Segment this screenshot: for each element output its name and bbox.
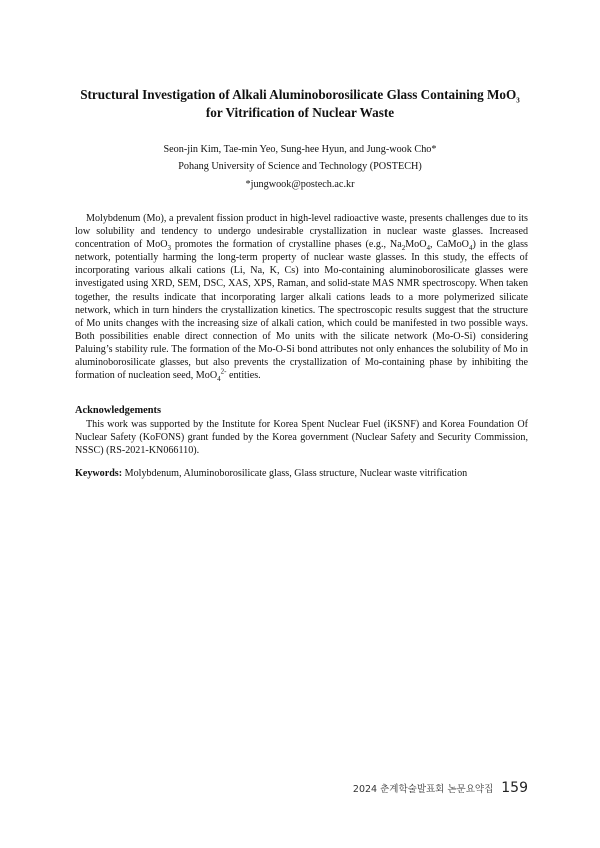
- keywords-text: Molybdenum, Aluminoborosilicate glass, Glass structure, Nuclear waste vitrification: [122, 468, 468, 479]
- title-line-2: for Vitrification of Nuclear Waste: [205, 105, 395, 120]
- acknowledgements-heading: Acknowledgements: [75, 405, 162, 416]
- paper-title: [60, 86, 540, 122]
- keywords-line: [75, 467, 528, 480]
- abstract-text-6: entities.: [226, 370, 261, 382]
- title-line-1: Structural Investigation of Alkali Aluminoborosilicate Glass Containing MoO: [80, 87, 517, 102]
- affiliation: Pohang University of Science and Technology (POSTECH): [178, 161, 422, 172]
- author-list: Seon-jin Kim, Tae-min Yeo, Sung-hee Hyun, and Jung-wook Cho*: [163, 144, 437, 155]
- title-subscript: 3: [516, 96, 520, 105]
- abstract-sub-4: 4: [468, 244, 473, 253]
- abstract-sub-3: 4: [426, 244, 430, 253]
- abstract-sub-1: 3: [167, 244, 171, 253]
- acknowledgements-body: This work was supported by the Institute for Korea Spent Nuclear Fuel (iKSNF) and Korea Foundation Of Nuclear Safety (KoFONS) grant funded by the Korea government (Nuclear Safety and Security Commission, NSSC) (RS-2021-KN066110).: [75, 419, 528, 457]
- keywords-label: Keywords:: [75, 468, 123, 479]
- abstract-sub-5: 4: [217, 375, 221, 384]
- page-number: 159: [501, 780, 528, 796]
- abstract-sub-2: 2: [401, 244, 406, 253]
- abstract-paragraph: [75, 212, 528, 382]
- abstract-text-2: promotes the formation of crystalline phases (e.g., Na: [171, 239, 402, 251]
- abstract-sup-5: 2-: [220, 367, 227, 376]
- proceedings-title: 2024 춘계학술발표회 논문요약집: [352, 784, 494, 795]
- corresponding-email: *jungwook@postech.ac.kr: [245, 179, 355, 190]
- abstract-text-5: ) in the glass network, potentially harming the long-term property of nuclear waste glasses. In this study, the effects of incorporating various alkali cations (Li, Na, K, Cs) into Mo-containing aluminoborosilicate glasses were investigated using XRD, SEM, DSC, XAS, XPS, Raman, and solid-state MAS NMR spectroscopy. When taken together, the results indicate that incorporating larger alkali cations leads to a more polymerized silicate network, which in turn hinders the crystallization kinetics. The spectroscopic results suggest that the structure of Mo units changes with the increasing size of alkali cation, which could be manifested in two possible ways. Both possibilities enable direct connection of Mo units with the silicate network (Mo-O-Si) considering Paluing’s stability rule. The formation of the Mo-O-Si bond attributes not only enhances the solubility of Mo in aluminoborosilicate glasses, but also prevents the crystallization of Mo-containing phase by inhibiting the formation of nucleation seed, MoO: [75, 239, 528, 382]
- abstract-text-4: , CaMoO: [430, 239, 469, 251]
- abstract-text-3: MoO: [405, 239, 427, 251]
- abstract-text-1: Molybdenum (Mo), a prevalent fission product in high-level radioactive waste, presents challenges due to its low solubility and tendency to undergo undesirable crystallization in nuclear waste glasses. Increased concentration of MoO: [75, 213, 528, 251]
- page-footer: [353, 780, 528, 796]
